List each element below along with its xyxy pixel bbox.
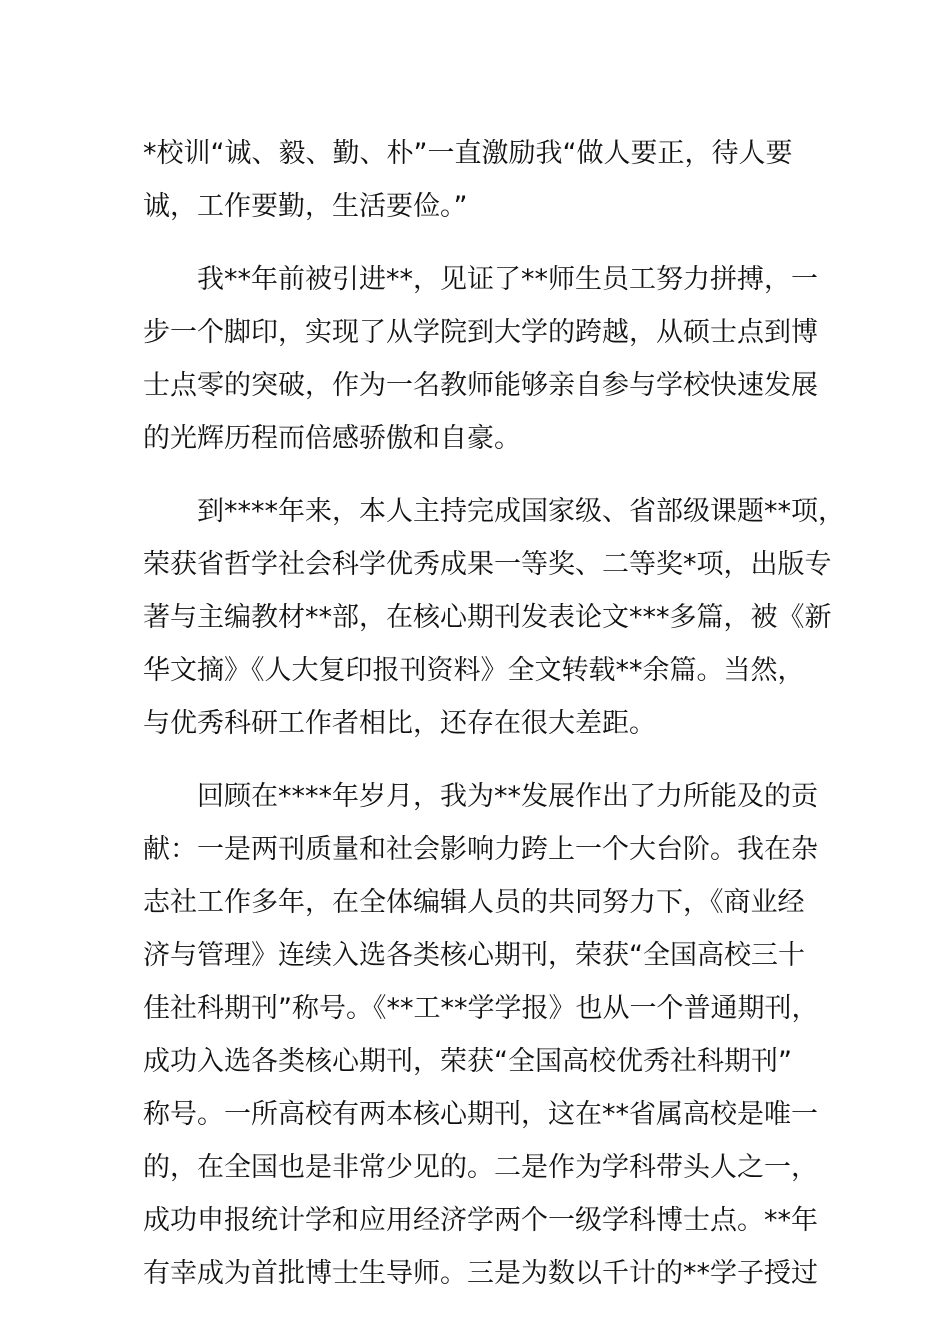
paragraph-1 xyxy=(143,127,815,233)
text-line: 华文摘》《人大复印报刊资料》全文转载**余篇。当然， xyxy=(143,655,805,686)
text-line: 成功入选各类核心期刊，荣获“全国高校优秀社科期刊” xyxy=(143,1046,792,1077)
text-line: 的，在全国也是非常少见的。二是作为学科带头人之一， xyxy=(143,1152,818,1183)
text-line: 步一个脚印，实现了从学院到大学的跨越，从硕士点到博 xyxy=(143,317,818,348)
paragraph-4 xyxy=(143,770,819,1300)
text-line: 称号。一所高校有两本核心期刊，这在**省属高校是唯一 xyxy=(143,1099,818,1130)
text-line: 成功申报统计学和应用经济学两个一级学科博士点。**年 xyxy=(143,1205,818,1236)
text-line: 献：一是两刊质量和社会影响力跨上一个大台阶。我在杂 xyxy=(143,834,818,865)
paragraph-3 xyxy=(143,485,845,750)
text-line: 与优秀科研工作者相比，还存在很大差距。 xyxy=(143,708,656,739)
text-line: 士点零的突破，作为一名教师能够亲自参与学校快速发展 xyxy=(143,370,818,401)
text-line: 志社工作多年，在全体编辑人员的共同努力下，《商业经 xyxy=(143,887,805,918)
text-line: 著与主编教材**部，在核心期刊发表论文***多篇，被《新 xyxy=(143,602,832,633)
text-line: 荣获省哲学社会科学优秀成果一等奖、二等奖*项，出版专 xyxy=(143,549,832,580)
paragraph-2 xyxy=(143,253,818,465)
text-line: *校训“诚、毅、勤、朴”一直激励我“做人要正，待人要 xyxy=(143,138,793,169)
text-line: 我**年前被引进**，见证了**师生员工努力拼搏，一 xyxy=(197,264,818,295)
document-body xyxy=(143,127,845,1320)
text-line: 佳社科期刊”称号。《**工**学学报》也从一个普通期刊， xyxy=(143,993,819,1024)
text-line: 回顾在****年岁月，我为**发展作出了力所能及的贡 xyxy=(197,781,818,812)
text-line: 济与管理》连续入选各类核心期刊，荣获“全国高校三十 xyxy=(143,940,805,971)
text-line: 诚，工作要勤，生活要俭。” xyxy=(143,191,468,222)
text-line: 的光辉历程而倍感骄傲和自豪。 xyxy=(143,423,521,454)
text-line: 有幸成为首批博士生导师。三是为数以千计的**学子授过 xyxy=(143,1258,818,1289)
text-line: 到****年来，本人主持完成国家级、省部级课题**项， xyxy=(197,496,845,527)
